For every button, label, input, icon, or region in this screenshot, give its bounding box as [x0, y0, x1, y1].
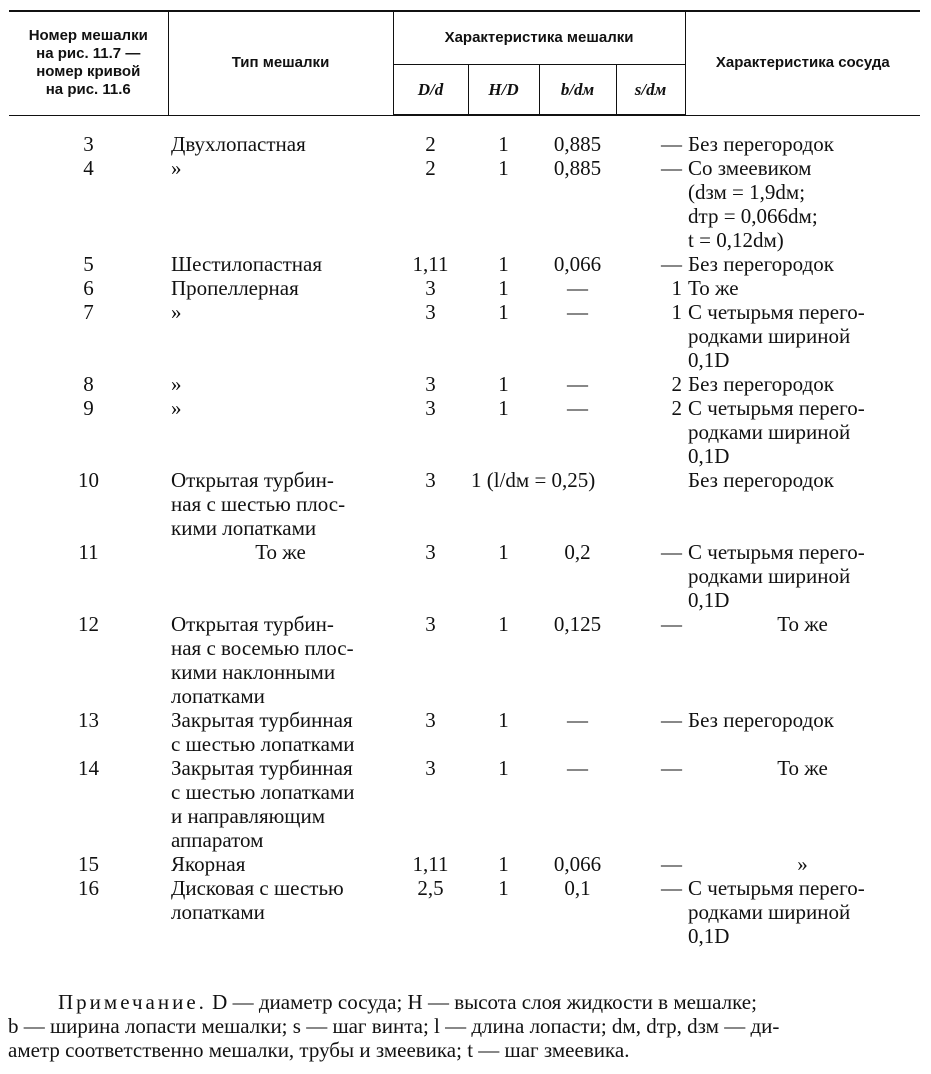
cell-number: 16	[78, 876, 99, 900]
header-mixer-number	[9, 11, 168, 115]
cell-vessel-line: То же	[777, 612, 828, 636]
note-line-1: D — диаметр сосуда; H — высота слоя жидкости в мешалке;	[212, 990, 757, 1014]
cell-number: 11	[78, 540, 99, 564]
note-label: Примечание.	[58, 990, 207, 1014]
cell-mixer-type-line: с шестью лопатками	[171, 780, 355, 804]
cell-mixer-type	[168, 115, 393, 156]
cell-b-ratio: —	[567, 708, 588, 732]
cell-b-ratio: 0,2	[564, 540, 591, 564]
cell-vessel-line: То же	[777, 756, 828, 780]
cell-s-ratio: 2	[671, 372, 683, 396]
cell-number: 8	[83, 372, 94, 396]
cell-d-ratio: 3	[425, 372, 436, 396]
cell-vessel-line: Со змеевиком	[688, 156, 812, 180]
table-row	[9, 708, 920, 756]
table-row	[9, 756, 920, 852]
table-row	[9, 612, 920, 708]
cell-d-ratio: 3	[425, 468, 436, 492]
cell-mixer-type	[168, 612, 393, 708]
cell-mixer-type-line: То же	[255, 540, 306, 564]
cell-vessel	[685, 852, 920, 876]
cell-h-ratio: 1	[498, 156, 509, 180]
cell-vessel-line: С четырьмя перего-	[688, 876, 865, 900]
cell-d-ratio: 3	[425, 396, 436, 420]
cell-vessel-line: С четырьмя перего-	[688, 540, 865, 564]
cell-d-ratio: 3	[425, 276, 436, 300]
cell-vessel-line: Без перегородок	[688, 468, 834, 492]
cell-vessel	[685, 756, 920, 852]
cell-s-ratio: —	[661, 708, 683, 732]
cell-vessel-line: родками шириной	[688, 324, 851, 348]
cell-mixer-type-line: и направляющим	[171, 804, 325, 828]
cell-vessel-line: 0,1D	[688, 348, 730, 372]
header-b-ratio: b/dм	[539, 65, 616, 116]
table-row	[9, 115, 920, 156]
cell-d-ratio: 3	[425, 708, 436, 732]
cell-vessel-line: То же	[688, 276, 739, 300]
cell-number: 5	[83, 252, 94, 276]
cell-vessel-line: Без перегородок	[688, 131, 834, 156]
cell-b-ratio: 0,885	[553, 132, 602, 156]
cell-vessel	[685, 540, 920, 612]
cell-mixer-type-line: »	[171, 300, 182, 324]
cell-d-ratio: 1,11	[412, 852, 449, 876]
cell-vessel-line: 0,1D	[688, 924, 730, 948]
cell-b-ratio: 0,1	[564, 876, 591, 900]
cell-mixer-type-line: Открытая турбин-	[171, 468, 334, 492]
cell-number: 15	[78, 852, 99, 876]
cell-b-ratio: —	[567, 372, 588, 396]
cell-s-ratio: —	[661, 540, 683, 564]
table-row	[9, 252, 920, 276]
table-body	[9, 115, 920, 948]
cell-vessel	[685, 468, 920, 540]
cell-h-ratio: 1	[498, 276, 509, 300]
cell-s-ratio: —	[661, 252, 683, 276]
header-number-line: Номер мешалки	[28, 27, 148, 45]
cell-h-ratio: 1	[498, 132, 509, 156]
cell-h-ratio: 1	[498, 396, 509, 420]
cell-s-ratio: 1	[671, 276, 683, 300]
cell-d-ratio: 3	[425, 540, 436, 564]
cell-mixer-type	[168, 372, 393, 396]
header-mixer-characteristics: Характеристика мешалки	[393, 11, 685, 65]
cell-mixer-type-line: Закрытая турбинная	[171, 708, 353, 732]
header-vessel-characteristics: Характеристика сосуда	[685, 11, 920, 115]
cell-h-ratio: 1	[498, 852, 509, 876]
cell-vessel-line: 0,1D	[688, 444, 730, 468]
cell-number: 12	[78, 612, 99, 636]
cell-b-ratio: 0,885	[553, 156, 602, 180]
cell-h-ratio: 1	[498, 756, 509, 780]
cell-mixer-type	[168, 300, 393, 372]
cell-number: 7	[83, 300, 94, 324]
cell-number: 3	[83, 131, 94, 156]
cell-mixer-type	[168, 756, 393, 852]
cell-b-ratio: 0,066	[553, 852, 602, 876]
cell-mixer-type	[168, 396, 393, 468]
cell-mixer-type-line: кими лопатками	[171, 516, 317, 540]
cell-mixer-type-line: »	[171, 372, 182, 396]
cell-vessel	[685, 276, 920, 300]
cell-h-ratio: 1	[498, 372, 509, 396]
cell-h-ratio: 1	[498, 612, 509, 636]
cell-b-ratio: 0,125	[553, 612, 602, 636]
table-row	[9, 876, 920, 948]
header-h-ratio: H/D	[468, 65, 539, 116]
table-row	[9, 396, 920, 468]
cell-vessel-line: 0,1D	[688, 588, 730, 612]
mixer-characteristics-table	[9, 10, 920, 948]
note-line-3: аметр соответственно мешалки, трубы и змеевика; t — шаг змеевика.	[8, 1038, 630, 1062]
cell-vessel-line: родками шириной	[688, 564, 851, 588]
note-line-2: b — ширина лопасти мешалки; s — шаг винта; l — длина лопасти; dм, dтр, dзм — ди-	[8, 1014, 780, 1038]
header-d-ratio: D/d	[393, 65, 468, 116]
cell-mixer-type	[168, 468, 393, 540]
table-header	[9, 11, 920, 115]
cell-s-ratio: 2	[671, 396, 683, 420]
table-row	[9, 156, 920, 252]
cell-s-ratio: —	[661, 156, 683, 180]
header-number-line: на рис. 11.6	[45, 81, 131, 99]
cell-vessel	[685, 612, 920, 708]
cell-mixer-type-line: Закрытая турбинная	[171, 756, 353, 780]
cell-d-ratio: 3	[425, 756, 436, 780]
cell-d-ratio: 2,5	[417, 876, 444, 900]
cell-number: 6	[83, 276, 94, 300]
cell-mixer-type-line: кими наклонными	[171, 660, 336, 684]
cell-vessel-line: С четырьмя перего-	[688, 300, 865, 324]
cell-vessel-line: (dзм = 1,9dм;	[688, 180, 806, 204]
table-row	[9, 276, 920, 300]
cell-vessel-line: dтр = 0,066dм;	[688, 204, 818, 228]
cell-number: 14	[78, 756, 99, 780]
table-row	[9, 540, 920, 612]
cell-number: 4	[83, 156, 94, 180]
cell-mixer-type-line: Открытая турбин-	[171, 612, 334, 636]
cell-mixer-type	[168, 876, 393, 948]
cell-mixer-type-line: Пропеллерная	[171, 276, 299, 300]
cell-h-ratio: 1	[498, 252, 509, 276]
cell-h-ratio: 1	[498, 876, 509, 900]
cell-d-ratio: 2	[425, 156, 436, 180]
cell-d-ratio: 1,11	[412, 252, 449, 276]
cell-mixer-type-line: Шестилопастная	[171, 252, 323, 276]
cell-b-ratio: 0,066	[553, 252, 602, 276]
cell-s-ratio: —	[661, 612, 683, 636]
cell-vessel	[685, 156, 920, 252]
cell-h-ratio: 1	[498, 708, 509, 732]
cell-b-ratio: —	[567, 300, 588, 324]
cell-vessel	[685, 876, 920, 948]
cell-number: 10	[78, 468, 99, 492]
cell-mixer-type-line: »	[171, 156, 182, 180]
cell-h-ratio: 1	[498, 300, 509, 324]
cell-mixer-type-line: лопатками	[171, 684, 265, 708]
table-row	[9, 300, 920, 372]
cell-mixer-type	[168, 852, 393, 876]
table-row	[9, 852, 920, 876]
cell-b-ratio: —	[567, 276, 588, 300]
cell-s-ratio: —	[661, 756, 683, 780]
cell-d-ratio: 3	[425, 300, 436, 324]
cell-h-ratio: 1	[498, 540, 509, 564]
cell-mixer-type	[168, 276, 393, 300]
cell-vessel-line: родками шириной	[688, 900, 851, 924]
cell-vessel-line: »	[797, 852, 808, 876]
cell-number: 9	[83, 396, 94, 420]
cell-vessel	[685, 396, 920, 468]
cell-mixer-type	[168, 252, 393, 276]
cell-d-ratio: 2	[425, 132, 436, 156]
cell-s-ratio: —	[661, 876, 683, 900]
cell-vessel	[685, 372, 920, 396]
cell-s-ratio: 1	[671, 300, 683, 324]
cell-mixer-type-line: »	[171, 396, 182, 420]
cell-vessel-line: С четырьмя перего-	[688, 396, 865, 420]
cell-vessel	[685, 252, 920, 276]
cell-mixer-type	[168, 708, 393, 756]
cell-number: 13	[78, 708, 99, 732]
cell-mixer-type-line: аппаратом	[171, 828, 264, 852]
table-note	[8, 990, 920, 1062]
cell-mixer-type	[168, 156, 393, 252]
header-s-ratio: s/dм	[616, 65, 685, 116]
table-row	[9, 372, 920, 396]
cell-mixer-type-line: ная с восемью плос-	[171, 636, 354, 660]
cell-d-ratio: 3	[425, 612, 436, 636]
cell-s-ratio: —	[661, 132, 683, 156]
header-number-line: номер кривой	[36, 63, 141, 81]
cell-b-ratio: —	[567, 396, 588, 420]
cell-vessel-line: Без перегородок	[688, 372, 834, 396]
cell-mixer-type-line: ная с шестью плос-	[171, 492, 346, 516]
cell-vessel	[685, 708, 920, 756]
cell-mixer-type-line: Двухлопастная	[171, 131, 306, 156]
header-mixer-type: Тип мешалки	[168, 11, 393, 115]
cell-vessel	[685, 300, 920, 372]
cell-vessel-line: t = 0,12dм)	[688, 228, 784, 252]
cell-vessel-line: Без перегородок	[688, 708, 834, 732]
cell-vessel	[685, 115, 920, 156]
cell-vessel-line: родками шириной	[688, 420, 851, 444]
cell-mixer-type-line: Дисковая с шестью	[171, 876, 344, 900]
cell-mixer-type-line: лопатками	[171, 900, 265, 924]
cell-merged-ratio: 1 (l/dм = 0,25)	[471, 468, 596, 492]
cell-mixer-type-line: Якорная	[171, 852, 246, 876]
table-row	[9, 468, 920, 540]
cell-mixer-type	[168, 540, 393, 612]
cell-vessel-line: Без перегородок	[688, 252, 834, 276]
header-number-line: на рис. 11.7 —	[36, 45, 141, 63]
cell-s-ratio: —	[661, 852, 683, 876]
cell-b-ratio: —	[567, 756, 588, 780]
cell-mixer-type-line: с шестью лопатками	[171, 732, 355, 756]
